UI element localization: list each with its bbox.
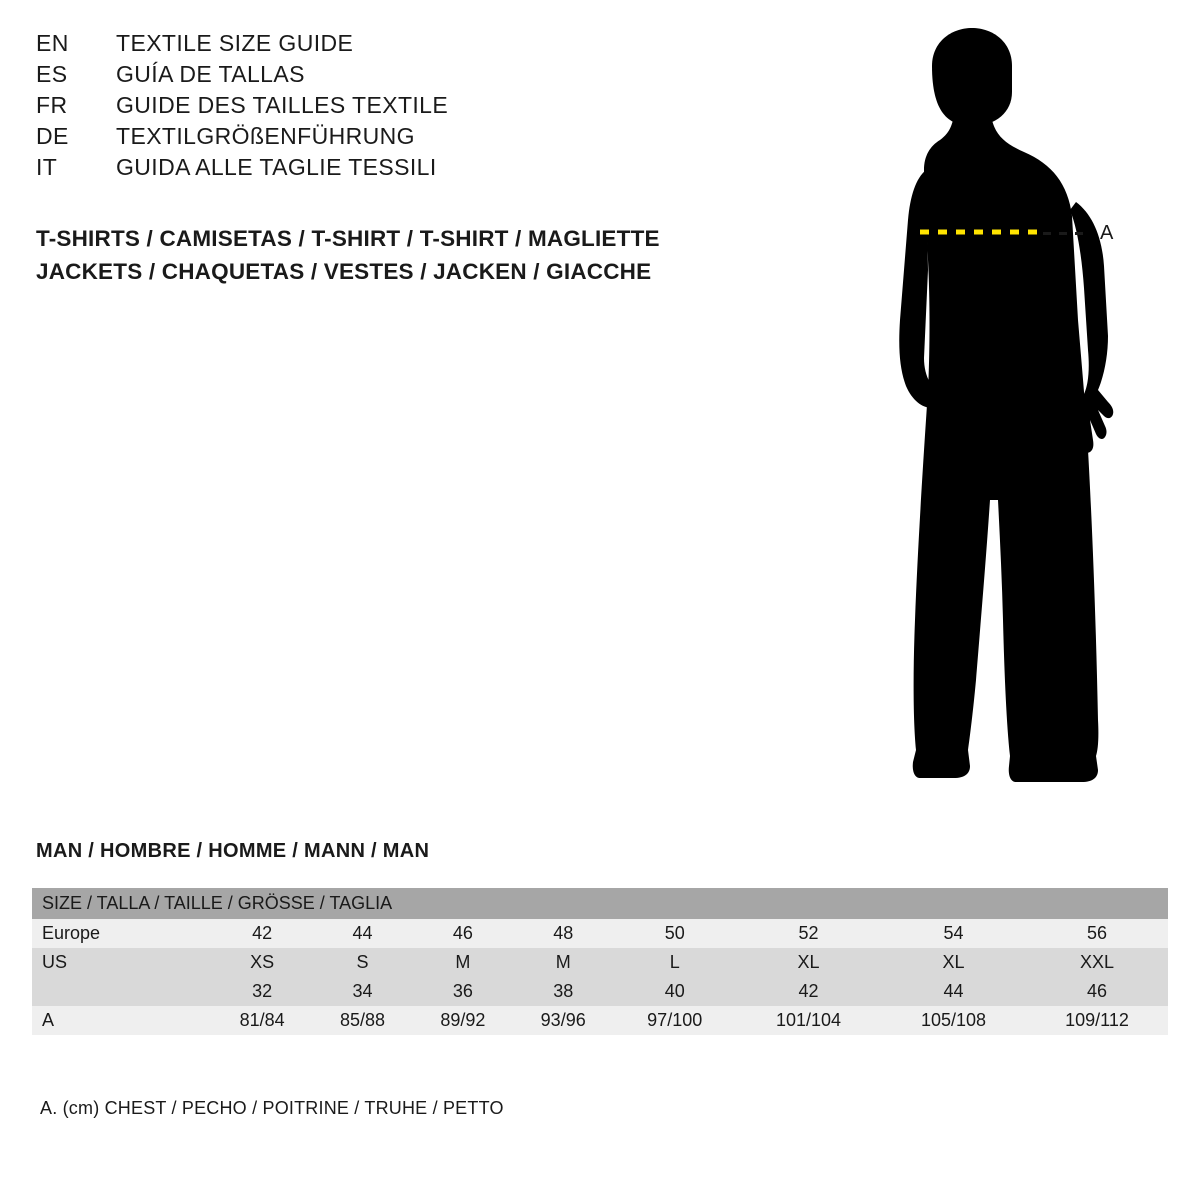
cell: XL: [736, 948, 881, 977]
measure-label-a: A: [1100, 222, 1114, 244]
category-jackets: JACKETS / CHAQUETAS / VESTES / JACKEN / GIACCHE: [36, 259, 652, 284]
language-row: [36, 92, 756, 123]
cell: 54: [881, 919, 1026, 948]
row-label: Europe: [32, 919, 212, 948]
cell: 52: [736, 919, 881, 948]
cell: 32: [212, 977, 312, 1006]
language-title: TEXTILE SIZE GUIDE: [116, 30, 354, 56]
cell: 50: [613, 919, 736, 948]
language-title: GUIDA ALLE TAGLIE TESSILI: [116, 154, 437, 180]
cell: 97/100: [613, 1006, 736, 1035]
cell: L: [613, 948, 736, 977]
cell: 89/92: [413, 1006, 513, 1035]
language-title: GUIDE DES TAILLES TEXTILE: [116, 92, 449, 118]
cell: XXL: [1026, 948, 1168, 977]
table-header-row: [32, 888, 1168, 919]
table-row: [32, 948, 1168, 977]
cell: M: [513, 948, 613, 977]
cell: 46: [1026, 977, 1168, 1006]
row-label: A: [32, 1006, 212, 1035]
measure-leader-line: [1043, 232, 1089, 235]
language-row: [36, 123, 756, 154]
language-row: [36, 61, 756, 92]
cell: 44: [881, 977, 1026, 1006]
cell: 38: [513, 977, 613, 1006]
cell: S: [312, 948, 412, 977]
table-header-label: SIZE / TALLA / TAILLE / GRÖSSE / TAGLIA: [32, 888, 1168, 919]
language-code: EN: [36, 30, 69, 56]
table-section-title: MAN / HOMBRE / HOMME / MANN / MAN: [36, 840, 430, 862]
cell: XL: [881, 948, 1026, 977]
cell: 105/108: [881, 1006, 1026, 1035]
cell: 48: [513, 919, 613, 948]
cell: 93/96: [513, 1006, 613, 1035]
cell: 42: [212, 919, 312, 948]
language-title: GUÍA DE TALLAS: [116, 61, 305, 87]
size-table: [32, 888, 1168, 1035]
language-title-list: [36, 30, 756, 185]
cell: 56: [1026, 919, 1168, 948]
row-label: [32, 977, 212, 1006]
table-row: [32, 919, 1168, 948]
cell: 36: [413, 977, 513, 1006]
language-row: [36, 154, 756, 185]
garment-category-list: [36, 222, 796, 288]
language-code: FR: [36, 92, 68, 118]
silhouette-body: [899, 28, 1113, 782]
man-silhouette-figure: [820, 20, 1180, 800]
language-code: IT: [36, 154, 58, 180]
cell: 44: [312, 919, 412, 948]
cell: 34: [312, 977, 412, 1006]
table-row: [32, 1006, 1168, 1035]
language-row: [36, 30, 756, 61]
cell: 101/104: [736, 1006, 881, 1035]
cell: M: [413, 948, 513, 977]
cell: 109/112: [1026, 1006, 1168, 1035]
cell: 42: [736, 977, 881, 1006]
cell: XS: [212, 948, 312, 977]
cell: 81/84: [212, 1006, 312, 1035]
cell: 46: [413, 919, 513, 948]
row-label: US: [32, 948, 212, 977]
language-code: DE: [36, 123, 69, 149]
cell: 85/88: [312, 1006, 412, 1035]
cell: 40: [613, 977, 736, 1006]
table-row: [32, 977, 1168, 1006]
category-tshirts: T-SHIRTS / CAMISETAS / T-SHIRT / T-SHIRT / MAGLIETTE: [36, 226, 660, 251]
language-code: ES: [36, 61, 68, 87]
table-footnote: A. (cm) CHEST / PECHO / POITRINE / TRUHE / PETTO: [40, 1098, 504, 1118]
language-title: TEXTILGRÖßENFÜHRUNG: [116, 123, 415, 149]
